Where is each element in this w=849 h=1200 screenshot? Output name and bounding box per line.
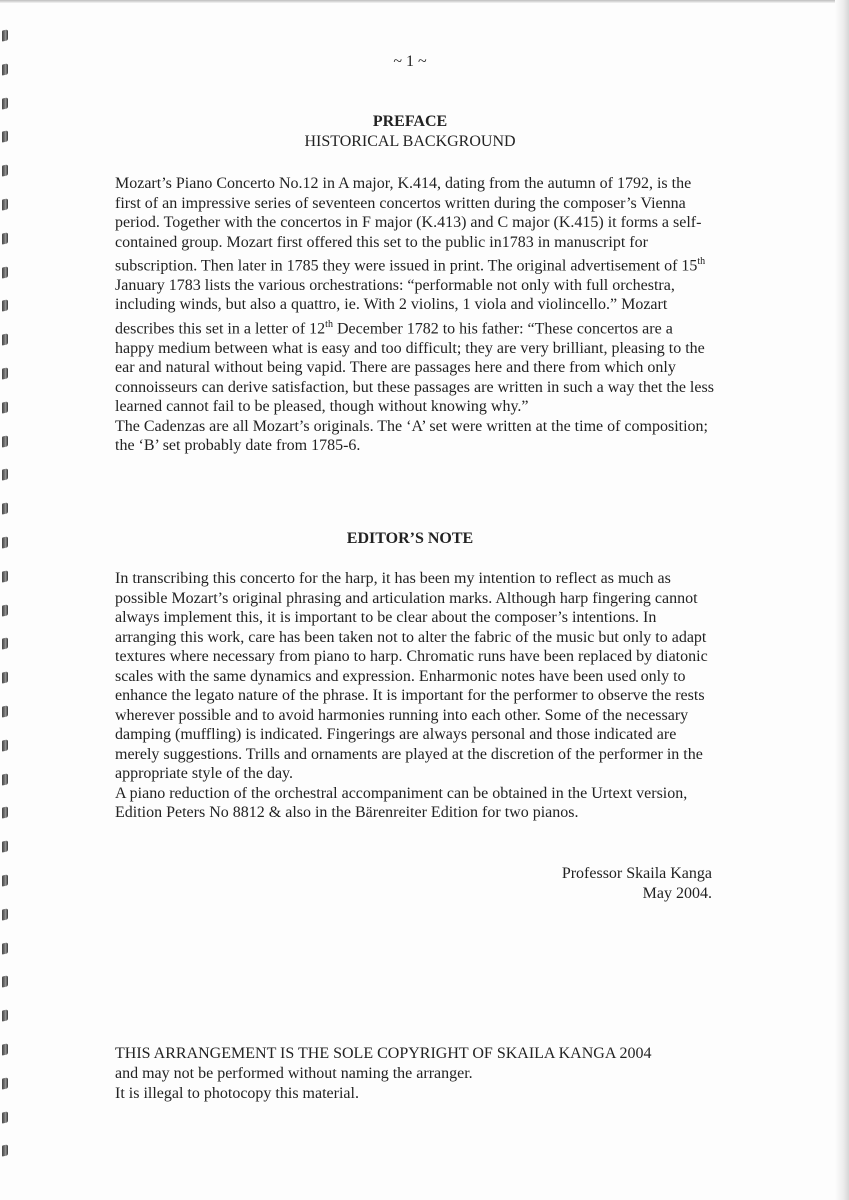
binding-ring (2, 1043, 8, 1055)
binding-ring (2, 334, 8, 346)
binding-ring (2, 198, 8, 210)
binding-ring (2, 1010, 8, 1022)
binding-ring (2, 97, 8, 109)
editors-note-paragraph-2: A piano reduction of the orchestral accompaniment can be obtained in the Urtext version, Edition Peters No 8812 & also in the Bärenreiter Edition for two pianos. (115, 784, 688, 821)
page-number: ~ 1 ~ (393, 53, 427, 70)
preface-paragraph-1 (115, 174, 715, 417)
binding-ring (2, 1145, 8, 1157)
binding-ring (2, 976, 8, 988)
binding-ring (2, 908, 8, 920)
binding-ring (2, 942, 8, 954)
signature-name: Professor Skaila Kanga (561, 865, 712, 882)
binding-ring (2, 672, 8, 684)
signature-date: May 2004. (642, 885, 712, 902)
preface-text-part-3: December 1782 to his father: “These concertos are a happy medium between what is easy and too difficult; they are very brilliant, pleasing to the ear and natural without being vapid. There are passages here and there from which only connoisseurs can derive satisfaction, but these passages are written in such a way thet the less learned cannot fail to be pleased, though without knowing why.” (115, 320, 714, 416)
binding-ring (2, 739, 8, 751)
binding-ring (2, 604, 8, 616)
editors-note-title: EDITOR’S NOTE (346, 530, 474, 547)
binding-ring (2, 367, 8, 379)
binding-ring (2, 570, 8, 582)
copyright-line-2: and may not be performed without naming the arranger. (115, 1065, 473, 1082)
preface-paragraph-2: The Cadenzas are all Mozart’s originals. The ‘A’ set were written at the time of composition; the ‘B’ set probably date from 1785-6. (115, 417, 708, 455)
editors-note-paragraph-1: In transcribing this concerto for the harp, it has been my intention to reflect as much as possible Mozart’s original phrasing and articulation marks. Although harp fingering cannot always implement this, it is important to be clear about the composer’s intentions. In arranging this work, care has been taken not to alter the fabric of the music but only to adapt textures where necessary from piano to harp. Chromatic runs have been replaced by diatonic scales with the same dynamics and expression. Enharmonic notes have been used only to enhance the legato nature of the phrase. It is important for the performer to observe the rests wherever possible and to avoid harmonies running into each other. Some of the necessary damping (muffling) is indicated. Fingerings are always personal and those indicated are merely suggestions. Trills and ornaments are played at the discretion of the performer in the appropriate style of the day. (115, 570, 708, 782)
preface-body (115, 174, 715, 456)
binding-ring (2, 638, 8, 650)
binding-ring (2, 165, 8, 177)
editors-note-body (115, 569, 715, 823)
binding-ring (2, 503, 8, 515)
page-top-edge (0, 0, 849, 3)
binding-ring (2, 874, 8, 886)
binding-ring (2, 705, 8, 717)
preface-title: PREFACE (372, 113, 448, 130)
spiral-binding (0, 30, 14, 1180)
binding-ring (2, 435, 8, 447)
binding-ring (2, 300, 8, 312)
binding-ring (2, 807, 8, 819)
superscript-th: th (697, 256, 706, 267)
binding-ring (2, 773, 8, 785)
binding-ring (2, 401, 8, 413)
copyright-line-1: THIS ARRANGEMENT IS THE SOLE COPYRIGHT OF SKAILA KANGA 2004 (115, 1045, 652, 1062)
binding-ring (2, 1077, 8, 1089)
superscript-th: th (325, 318, 333, 330)
binding-ring (2, 29, 8, 41)
binding-ring (2, 841, 8, 853)
page-right-edge (835, 0, 849, 1200)
binding-ring (2, 1111, 8, 1123)
binding-ring (2, 232, 8, 244)
signature-block (562, 864, 712, 904)
binding-ring (2, 266, 8, 278)
copyright-notice (115, 1044, 651, 1104)
preface-subtitle: HISTORICAL BACKGROUND (304, 133, 516, 150)
preface-text-part-2: January 1783 lists the various orchestrations: “performable not only with full orchestra, including winds, but also a quattro, ie. With 2 violins, 1 viola and violincello.” Mozart describes this set in a letter of 12 (115, 276, 675, 338)
binding-ring (2, 469, 8, 481)
copyright-line-3: It is illegal to photocopy this material. (115, 1085, 359, 1102)
preface-text-part-1: Mozart’s Piano Concerto No.12 in A major, K.414, dating from the autumn of 1792, is the first of an impressive series of seventeen concertos written during the composer’s Vienna period. Together with the concertos in F major (K.413) and C major (K.415) it forms a self-contained group. Mozart first offered this set to the public in1783 in manuscript for subscription. Then later in 1785 they were issued in print. The original advertisement of 15 (115, 175, 702, 275)
